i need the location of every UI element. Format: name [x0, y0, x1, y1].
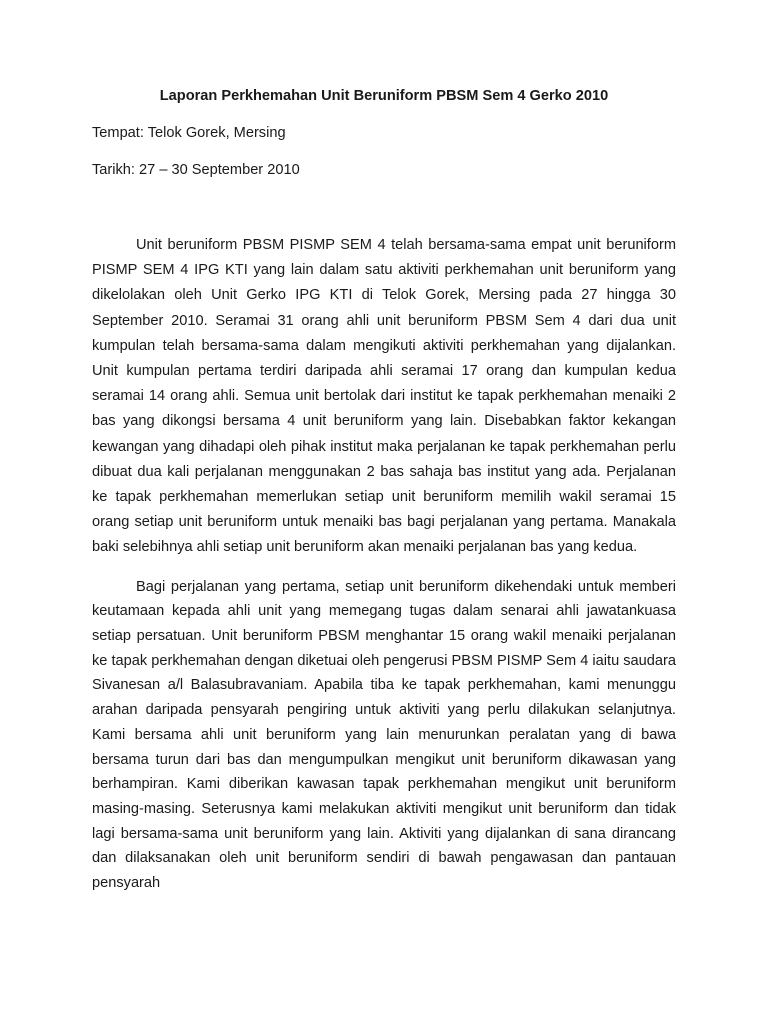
place-line: Tempat: Telok Gorek, Mersing: [92, 125, 286, 141]
date-line: Tarikh: 27 – 30 September 2010: [92, 162, 300, 178]
paragraph-2: Bagi perjalanan yang pertama, setiap unit beruniform dikehendaki untuk memberi keutamaan kepada ahli unit yang memegang tugas dalam senarai ahli jawatankuasa setiap persatuan. Unit beruniform PBSM menghantar 15 orang wakil menaiki perjalanan ke tapak perkhemahan dengan diketuai oleh pengerusi PBSM PISMP Sem 4 iaitu saudara Sivanesan a/l Balasubravaniam. Apabila tiba ke tapak perkhemahan, kami menunggu arahan daripada pensyarah pengiring untuk aktiviti yang perlu dilakukan selanjutnya. Kami bersama ahli unit beruniform yang lain menurunkan peralatan yang di bawa bersama turun dari bas dan mengumpulkan mengikut unit beruniform dikawasan yang berhampiran. Kami diberikan kawasan tapak perkhemahan mengikut unit beruniform masing-masing. Seterusnya kami melakukan aktiviti mengikut unit beruniform dan tidak lagi bersama-sama unit beruniform yang lain. Aktiviti yang dijalankan di sana dirancang dan dilaksanakan oleh unit beruniform sendiri di bawah pengawasan dan pantauan pensyarah: [92, 578, 676, 892]
document-body: [92, 233, 676, 910]
paragraph-1: Unit beruniform PBSM PISMP SEM 4 telah bersama-sama empat unit beruniform PISMP SEM 4 IPG KTI yang lain dalam satu aktiviti perkhemahan unit beruniform yang dikelolakan oleh Unit Gerko IPG KTI di Telok Gorek, Mersing pada 27 hingga 30 September 2010. Seramai 31 orang ahli unit beruniform PBSM Sem 4 dari dua unit kumpulan telah bersama-sama dalam mengikuti aktiviti perkhemahan yang dijalankan. Unit kumpulan pertama terdiri daripada ahli seramai 17 orang dan kumpulan kedua seramai 14 orang ahli. Semua unit bertolak dari institut ke tapak perkhemahan menaiki 2 bas yang dikongsi bersama 4 unit beruniform yang lain. Disebabkan faktor kekangan kewangan yang dihadapi oleh pihak institut maka perjalanan ke tapak perkhemahan perlu dibuat dua kali perjalanan menggunakan 2 bas sahaja bas institut yang ada. Perjalanan ke tapak perkhemahan memerlukan setiap unit beruniform memilih wakil seramai 15 orang setiap unit beruniform untuk menaiki bas bagi perjalanan yang pertama. Manakala baki selebihnya ahli setiap unit beruniform akan menaiki perjalanan bas yang kedua.: [92, 237, 676, 556]
document-title: Laporan Perkhemahan Unit Beruniform PBSM Sem 4 Gerko 2010: [159, 88, 609, 104]
